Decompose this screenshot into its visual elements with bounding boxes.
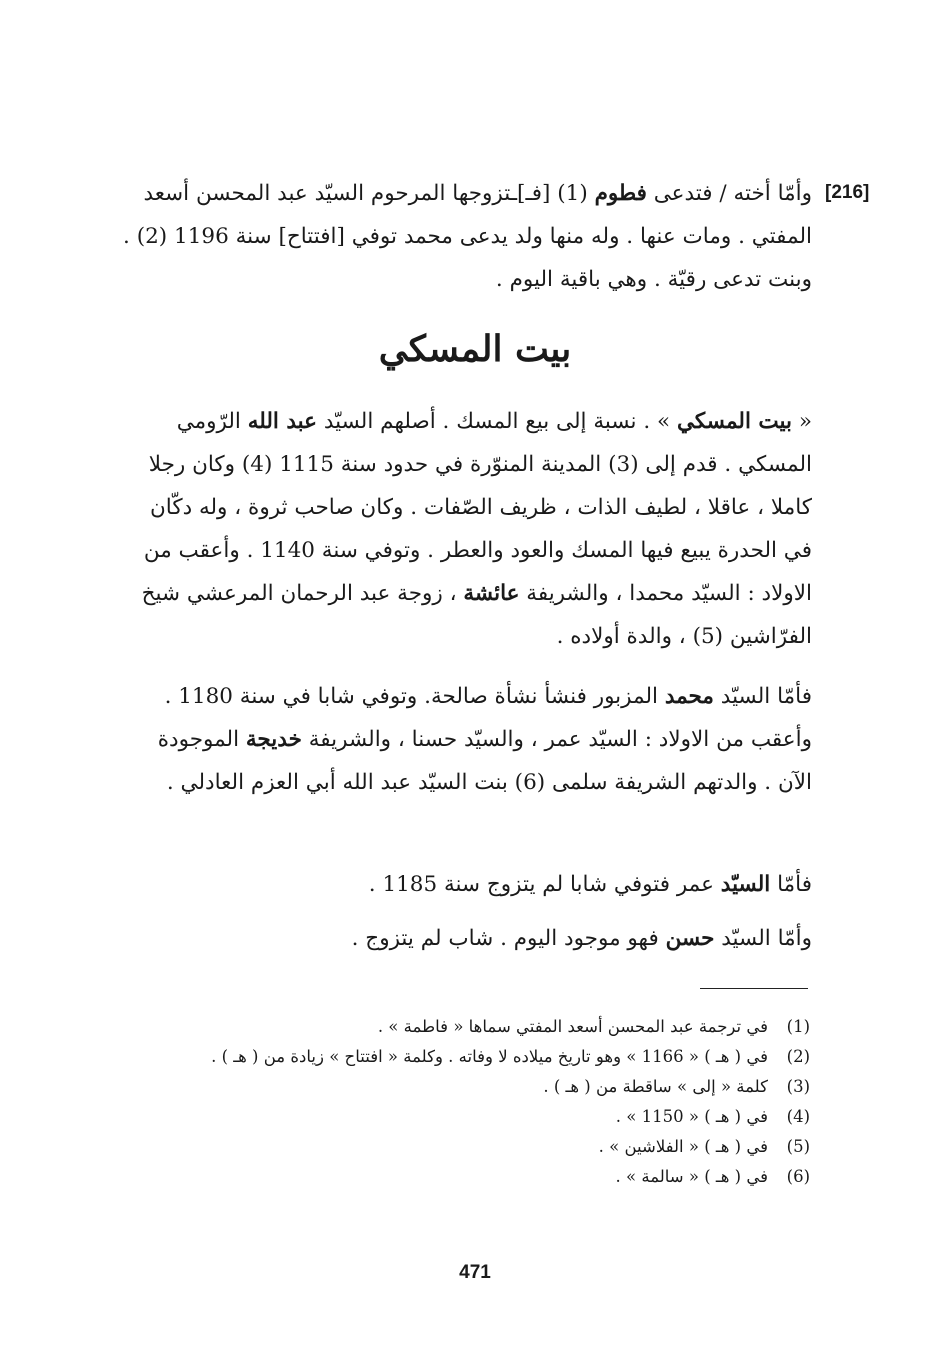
section-paragraph-1	[120, 400, 812, 658]
footnote-text: في ( هـ ) « 1166 » وهو تاريخ ميلاده لا وفاته . وكلمة « افتتاح » زيادة من ( هـ ) .	[211, 1047, 768, 1066]
section-paragraph-4	[240, 912, 812, 966]
footnote-number: (5)	[786, 1137, 810, 1156]
section-paragraph-2	[120, 675, 812, 804]
text-run: عمر فتوفي شابا لم يتزوج سنة 1185 .	[368, 872, 721, 897]
footnote-number: (6)	[786, 1167, 810, 1186]
section-title: بيت المسكي	[378, 328, 572, 370]
section-paragraph-3-block	[240, 858, 812, 912]
footnote-item	[130, 1162, 810, 1192]
text-run: «	[792, 409, 812, 434]
footnote-number: (2)	[786, 1047, 810, 1066]
section-paragraph-2-block	[120, 675, 812, 804]
text-run: فأمّا السيّد	[713, 684, 812, 709]
section-paragraph-3	[240, 858, 812, 912]
intro-paragraph-block	[120, 172, 812, 301]
text-run: (1) [فـ]ـتزوجها المرحوم السيّد عبد المحسن أسعد المفتي . ومات عنها . وله منها ولد يدعى محمد توفي [افتتاح] سنة 1196 (2) . وبنت تدعى رقيّة . وهي باقية اليوم .	[123, 181, 812, 292]
section-paragraph-1-block	[120, 400, 812, 658]
margin-page-reference: [216]	[825, 182, 870, 203]
text-run: المزبور فنشأ نشأة صالحة. وتوفي شابا في سنة 1180 . وأعقب من الاولاد : السيّد عمر ، والسيّد حسنا ، والشريفة	[164, 684, 812, 752]
text-run: الموجودة الآن . والدتهم الشريفة سلمى (6) بنت السيّد عبد الله أبي العزم العادلي .	[157, 727, 812, 795]
text-run: الرّومي المسكي . قدم إلى (3) المدينة المنوّرة في حدود سنة 1115 (4) وكان رجلا كاملا ، عاقلا ، لطيف الذات ، ظريف الصّفات . وكان صاحب ثروة ، وله دكّان في الحدرة يبيع فيها المسك والعود والعطر . وتوفي سنة 1140 . وأعقب من الاولاد : السيّد محمدا ، والشريفة	[143, 409, 812, 606]
footnote-separator	[700, 988, 808, 989]
page-number: 471	[459, 1262, 491, 1283]
footnote-item	[130, 1102, 810, 1132]
bold-name: حسن	[665, 926, 715, 951]
footnote-text: في ( هـ ) « الفلاشين » .	[598, 1137, 768, 1156]
footnote-text: في ( هـ ) « سالمة » .	[615, 1167, 768, 1186]
bold-name: عبد الله	[247, 409, 317, 434]
text-run: وأمّا السيّد	[714, 926, 812, 951]
footnote-number: (1)	[786, 1017, 810, 1036]
footnote-text: في ترجمة عبد المحسن أسعد المفتي سماها « فاطمة » .	[377, 1017, 768, 1036]
text-run: ، زوجة عبد الرحمان المرعشي شيخ الفرّاشين (5) ، والدة أولاده .	[141, 581, 812, 649]
text-run: وأمّا أخته / فتدعى	[646, 181, 812, 206]
footnote-number: (3)	[786, 1077, 810, 1096]
footnotes-list	[130, 1012, 810, 1192]
bold-name: عائشة	[463, 581, 520, 606]
footnote-number: (4)	[786, 1107, 810, 1126]
footnote-item	[130, 1042, 810, 1072]
bold-name: السيّد	[720, 872, 771, 897]
bold-name: خديجة	[245, 727, 302, 752]
footnote-text: كلمة « إلى » ساقطة من ( هـ ) .	[543, 1077, 768, 1096]
bold-name: محمد	[664, 684, 714, 709]
footnote-item	[130, 1012, 810, 1042]
text-run: فأمّا	[770, 872, 812, 897]
footnote-item	[130, 1072, 810, 1102]
text-run: فهو موجود اليوم . شاب لم يتزوج .	[351, 926, 666, 951]
footnote-text: في ( هـ ) « 1150 » .	[615, 1107, 768, 1126]
text-run: » . نسبة إلى بيع المسك . أصلهم السيّد	[317, 409, 677, 434]
section-paragraph-4-block	[240, 912, 812, 966]
bold-name: فطوم	[594, 181, 647, 206]
bold-name: بيت المسكي	[677, 409, 792, 434]
footnote-item	[130, 1132, 810, 1162]
intro-paragraph	[120, 172, 812, 301]
